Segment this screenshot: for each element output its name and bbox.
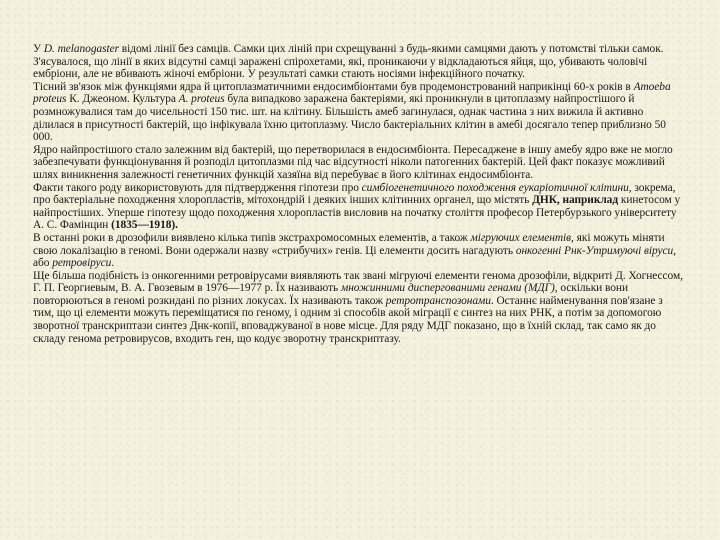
paragraph (33, 81, 685, 144)
italic-run: ретротранспозонами (385, 294, 491, 307)
text-run: , зокрема, про бактеріальне походження хлоропластів, мітохондрій і деяких інших клітинних органел, що містять (33, 181, 676, 207)
italic-run: симбіогенетичного походження еукаріотичної клітини (361, 181, 629, 194)
paragraph (33, 144, 685, 182)
paragraph (33, 182, 685, 232)
italic-run: Amoeba proteus (33, 80, 671, 106)
text-run: К. Джеоном. Культура (66, 93, 179, 106)
text-run: Тісний зв'язок між функціями ядра й цитоплазматичними ендосимбіонтами був продемонстрований наприкінці 60-х років в (33, 80, 634, 93)
text-run: Ще більша подібність із онкогенними ретровірусами виявляють так звані мігруючі елементи генома дрозофіли, відкриті Д. Хогнессом, Г. П. Георгиевым, В. А. Гвозевым в 1976—1977 р. Їх називають (33, 269, 683, 295)
text-body (33, 43, 685, 345)
text-run: Ядро найпростішого стало залежним від бактерій, що перетворилася в ендосимбіонта. Пересаджене в іншу амебу ядро вже не могло забезпечувати функціонування й розподіл цитоплазми під час відсутності ніколи патогенних бактерій. Цей факт показує можливий шлях виникнення залежності генетичних функцій хазяїна від перебуває в його клітинах ендосимбіонта. (33, 143, 673, 181)
italic-run: онкогенні Рнк-Утримуючі віруси (515, 244, 674, 257)
italic-run: множинними диспергованими генами (МДГ) (340, 282, 555, 295)
italic-run: D. melanogaster (43, 43, 119, 55)
paragraph (33, 232, 685, 270)
text-run: Факти такого роду використовують для підтвердження гіпотези про (33, 181, 362, 194)
text-run: . (111, 257, 115, 270)
text-run: . Останнє найменування пов'язане з тим, що ці елементи можуть переміщатися по геному, і одним зі способів акой міграції є синтез на них РНК, а потім за допомогою зворотної транскриптази синтез Днк-копії, вповаджуваної в нове місце. Для ряду МДГ показано, що в їхній склад, так само як до складу генома ретровирусов, входить ген, що кодує зворотну транскриптазу. (33, 294, 663, 345)
text-run: , які можуть міняти свою локалізацію в геномі. Вони одержали назву «стрибучих» генів. Ці елементи досить нагадують (33, 231, 665, 257)
text-run: , або (33, 244, 676, 270)
bold-run: ДНК, наприклад (532, 194, 619, 207)
text-run: була випадково заражена бактеріями, які проникнули в цитоплазму найпростішого й розмножувалися там до чисельності 150 тис. шт. на клітину. Більшість амеб загинулася, однак частина з них вижила й активно ділилася в присутності бактерій, що інфікувала їхню цитоплазму. Число бактеріальних клітин в амебі досягало тепер приблизно 50 000. (33, 93, 666, 144)
text-run: кинетосом у найпростіших. Уперше гіпотезу щодо походження хлоропластів висловив на початку століття професор Петербурзького університету А. С. Фамінцин (33, 194, 681, 232)
italic-run: мігруючих елементів (470, 231, 572, 244)
italic-run: A. proteus (178, 93, 225, 106)
text-run: відомі лінії без самців. Самки цих ліній при схрещуванні з будь-якими самцями дають у потомстві тільки самок. З'ясувалося, що лінії в яких відсутні самці заражені спірохетами, які, проникаючи у відкладаються яйця, що, убивають чоловічі ембріони, але не вбивають жіночі ембріони. У результаті самки стають носіями інфекційного початку. (33, 43, 664, 81)
italic-run: ретровіруси (52, 257, 112, 270)
paragraph (33, 270, 685, 346)
text-run: У (33, 43, 44, 55)
bold-run: (1835—1918). (111, 219, 178, 232)
text-run: , оскільки вони повторюються в геномі розкидані по різних локусах. Їх називають також (33, 282, 629, 307)
paragraph (33, 43, 685, 81)
text-run: В останні роки в дрозофили виявлено кілька типів экстрахромосомных елементів, а також (33, 231, 471, 244)
